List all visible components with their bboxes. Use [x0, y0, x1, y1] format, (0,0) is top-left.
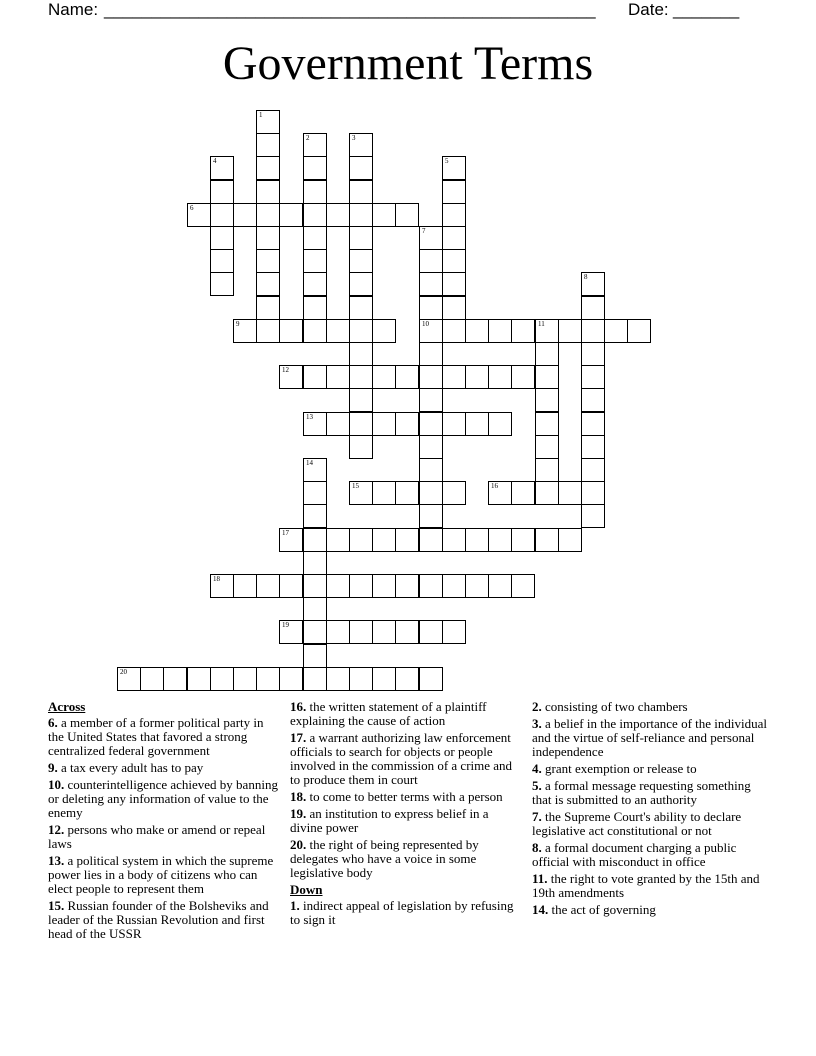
crossword-cell[interactable]: [303, 481, 327, 505]
crossword-cell[interactable]: [303, 528, 327, 552]
cell-number: 6: [190, 204, 194, 212]
crossword-cell[interactable]: [326, 365, 350, 389]
crossword-cell[interactable]: [187, 667, 211, 691]
crossword-cell[interactable]: [303, 458, 327, 482]
crossword-cell[interactable]: [511, 319, 535, 343]
crossword-cell[interactable]: [442, 620, 466, 644]
crossword-cell[interactable]: [419, 365, 443, 389]
crossword-cell[interactable]: [279, 667, 303, 691]
crossword-cell[interactable]: [256, 249, 280, 273]
clue-across-16: [290, 700, 522, 728]
crossword-cell[interactable]: [349, 226, 373, 250]
crossword-cell[interactable]: [419, 296, 443, 320]
clue-text: to come to better terms with a person: [309, 789, 503, 804]
clue-number: 11.: [532, 871, 548, 886]
crossword-cell[interactable]: [488, 412, 512, 436]
crossword-cell[interactable]: [581, 342, 605, 366]
crossword-cell[interactable]: [442, 528, 466, 552]
clue-down-1: [290, 899, 522, 927]
crossword-cell[interactable]: [303, 551, 327, 575]
cell-number: 11: [538, 320, 545, 328]
crossword-cell[interactable]: [442, 156, 466, 180]
crossword-cell[interactable]: [419, 272, 443, 296]
clue-number: 13.: [48, 853, 65, 868]
crossword-cell[interactable]: [326, 620, 350, 644]
crossword-cell[interactable]: [535, 528, 559, 552]
crossword-cell[interactable]: [349, 296, 373, 320]
clue-text: indirect appeal of legislation by refusing to sign it: [290, 898, 514, 927]
crossword-cell[interactable]: [279, 365, 303, 389]
crossword-cell[interactable]: [233, 319, 257, 343]
crossword-cell[interactable]: [303, 620, 327, 644]
crossword-cell[interactable]: [581, 435, 605, 459]
crossword-cell[interactable]: [210, 156, 234, 180]
clue-number: 20.: [290, 837, 307, 852]
clue-number: 4.: [532, 761, 542, 776]
crossword-cell[interactable]: [581, 458, 605, 482]
crossword-cell[interactable]: [233, 574, 257, 598]
crossword-cell[interactable]: [349, 388, 373, 412]
crossword-cell[interactable]: [395, 528, 419, 552]
clue-text: the written statement of a plaintiff explaining the cause of action: [290, 699, 487, 728]
cell-number: 12: [282, 366, 289, 374]
cell-number: 20: [120, 668, 127, 676]
crossword-cell[interactable]: [372, 319, 396, 343]
crossword-cell[interactable]: [419, 528, 443, 552]
clue-across-18: [290, 790, 522, 804]
cell-number: 1: [259, 111, 263, 119]
crossword-cell[interactable]: [349, 365, 373, 389]
clue-down-4: [532, 762, 772, 776]
crossword-cell[interactable]: [303, 249, 327, 273]
crossword-cell[interactable]: [349, 272, 373, 296]
crossword-cell[interactable]: [256, 574, 280, 598]
crossword-cell[interactable]: [210, 180, 234, 204]
clue-text: the right of being represented by delegates who have a voice in some legislative body: [290, 837, 479, 880]
crossword-cell[interactable]: [604, 319, 628, 343]
crossword-cell[interactable]: [279, 203, 303, 227]
clue-down-7: [532, 810, 772, 838]
crossword-cell[interactable]: [442, 272, 466, 296]
crossword-cell[interactable]: [303, 667, 327, 691]
clue-number: 12.: [48, 822, 65, 837]
clue-number: 16.: [290, 699, 307, 714]
crossword-cell[interactable]: [488, 365, 512, 389]
crossword-cell[interactable]: [256, 272, 280, 296]
crossword-cell[interactable]: [349, 574, 373, 598]
crossword-cell[interactable]: [442, 296, 466, 320]
crossword-cell[interactable]: [303, 412, 327, 436]
crossword-cell[interactable]: [488, 574, 512, 598]
clue-across-19: [290, 807, 522, 835]
cell-number: 3: [352, 134, 356, 142]
crossword-cell[interactable]: [372, 412, 396, 436]
crossword-cell[interactable]: [372, 203, 396, 227]
crossword-cell[interactable]: [372, 365, 396, 389]
crossword-cell[interactable]: [210, 226, 234, 250]
clue-down-2: [532, 700, 772, 714]
crossword-cell[interactable]: [511, 574, 535, 598]
crossword-cell[interactable]: [256, 667, 280, 691]
crossword-cell[interactable]: [488, 528, 512, 552]
clue-text: a warrant authorizing law enforcement officials to search for objects or people involved in the commission of a crime and to produce them in court: [290, 730, 513, 787]
date-label: Date:: [628, 0, 669, 19]
crossword-cell[interactable]: [349, 620, 373, 644]
crossword-cell[interactable]: [419, 620, 443, 644]
clues-column-2: [290, 700, 522, 930]
crossword-cell[interactable]: [395, 667, 419, 691]
clue-number: 15.: [48, 898, 65, 913]
clue-number: 3.: [532, 716, 542, 731]
crossword-cell[interactable]: [303, 180, 327, 204]
crossword-cell[interactable]: [442, 203, 466, 227]
clue-number: 5.: [532, 778, 542, 793]
crossword-cell[interactable]: [535, 388, 559, 412]
clue-text: a member of a former political party in the United States that favored a strong centralized federal government: [48, 715, 264, 758]
crossword-cell[interactable]: [349, 133, 373, 157]
crossword-cell[interactable]: [419, 319, 443, 343]
crossword-cell[interactable]: [419, 667, 443, 691]
crossword-cell[interactable]: [349, 667, 373, 691]
crossword-cell[interactable]: [395, 203, 419, 227]
clue-number: 17.: [290, 730, 307, 745]
crossword-cell[interactable]: [210, 249, 234, 273]
clue-number: 2.: [532, 699, 542, 714]
clue-down-11: [532, 872, 772, 900]
crossword-cell[interactable]: [535, 481, 559, 505]
name-label: Name:: [48, 0, 99, 19]
crossword-cell[interactable]: [349, 412, 373, 436]
crossword-cell[interactable]: [256, 133, 280, 157]
crossword-cell[interactable]: [349, 342, 373, 366]
crossword-cell[interactable]: [535, 319, 559, 343]
clue-text: a belief in the importance of the individual and the virtue of self-reliance and personal independence: [532, 716, 768, 759]
crossword-cell[interactable]: [419, 388, 443, 412]
cell-number: 2: [306, 134, 310, 142]
crossword-cell[interactable]: [419, 435, 443, 459]
crossword-cell[interactable]: [395, 365, 419, 389]
cell-number: 16: [491, 482, 498, 490]
clue-text: a formal document charging a public official with misconduct in office: [532, 840, 737, 869]
crossword-cell[interactable]: [372, 620, 396, 644]
cell-number: 4: [213, 157, 217, 165]
crossword-cell[interactable]: [558, 481, 582, 505]
crossword-cell[interactable]: [442, 481, 466, 505]
crossword-cell[interactable]: [326, 667, 350, 691]
crossword-cell[interactable]: [395, 574, 419, 598]
crossword-cell[interactable]: [442, 226, 466, 250]
crossword-cell[interactable]: [535, 365, 559, 389]
clue-across-17: [290, 731, 522, 787]
clue-number: 18.: [290, 789, 307, 804]
crossword-cell[interactable]: [581, 412, 605, 436]
crossword-cell[interactable]: [140, 667, 164, 691]
crossword-cell[interactable]: [372, 667, 396, 691]
clue-number: 8.: [532, 840, 542, 855]
clue-text: an institution to express belief in a divine power: [290, 806, 489, 835]
clue-number: 1.: [290, 898, 300, 913]
cell-number: 5: [445, 157, 449, 165]
clue-text: counterintelligence achieved by banning or deleting any information of value to the enemy: [48, 777, 278, 820]
crossword-cell[interactable]: [465, 574, 489, 598]
crossword-cell[interactable]: [558, 319, 582, 343]
clue-across-12: [48, 823, 280, 851]
crossword-cell[interactable]: [163, 667, 187, 691]
crossword-cell[interactable]: [511, 528, 535, 552]
crossword-cell[interactable]: [326, 203, 350, 227]
clue-across-6: [48, 716, 280, 758]
crossword-cell[interactable]: [303, 504, 327, 528]
crossword-cell[interactable]: [442, 365, 466, 389]
crossword-cell[interactable]: [442, 180, 466, 204]
clue-across-15: [48, 899, 280, 941]
crossword-cell[interactable]: [233, 203, 257, 227]
crossword-cell[interactable]: [395, 481, 419, 505]
clue-down-5: [532, 779, 772, 807]
clue-number: 19.: [290, 806, 307, 821]
cell-number: 8: [584, 273, 588, 281]
clue-number: 7.: [532, 809, 542, 824]
crossword-cell[interactable]: [419, 458, 443, 482]
crossword-cell[interactable]: [303, 365, 327, 389]
crossword-cell[interactable]: [256, 296, 280, 320]
crossword-cell[interactable]: [256, 226, 280, 250]
crossword-cell[interactable]: [303, 296, 327, 320]
crossword-cell[interactable]: [326, 528, 350, 552]
crossword-cell[interactable]: [326, 319, 350, 343]
clue-text: the right to vote granted by the 15th and 19th amendments: [532, 871, 760, 900]
crossword-cell[interactable]: [372, 528, 396, 552]
crossword-cell[interactable]: [187, 203, 211, 227]
clue-down-14: [532, 903, 772, 917]
crossword-cell[interactable]: [210, 203, 234, 227]
crossword-cell[interactable]: [279, 319, 303, 343]
crossword-cell[interactable]: [256, 319, 280, 343]
crossword-cell[interactable]: [558, 528, 582, 552]
clue-text: Russian founder of the Bolsheviks and leader of the Russian Revolution and first head of the USSR: [48, 898, 269, 941]
cell-number: 10: [422, 320, 429, 328]
clue-text: grant exemption or release to: [545, 761, 697, 776]
crossword-cell[interactable]: [349, 180, 373, 204]
crossword-cell[interactable]: [349, 156, 373, 180]
crossword-cell[interactable]: [210, 574, 234, 598]
crossword-cell[interactable]: [326, 574, 350, 598]
crossword-cell[interactable]: [210, 667, 234, 691]
crossword-cell[interactable]: [419, 342, 443, 366]
crossword-cell[interactable]: [581, 296, 605, 320]
crossword-cell[interactable]: [349, 481, 373, 505]
cell-number: 17: [282, 529, 289, 537]
crossword-cell[interactable]: [349, 319, 373, 343]
crossword-cell[interactable]: [303, 156, 327, 180]
clues-column-3: [532, 700, 772, 920]
crossword-cell[interactable]: [256, 180, 280, 204]
crossword-cell[interactable]: [511, 365, 535, 389]
crossword-cell[interactable]: [303, 597, 327, 621]
across-heading: Across: [48, 699, 86, 714]
clue-text: a tax every adult has to pay: [61, 760, 204, 775]
crossword-cell[interactable]: [419, 574, 443, 598]
clue-down-3: [532, 717, 772, 759]
crossword-cell[interactable]: [419, 249, 443, 273]
cell-number: 9: [236, 320, 240, 328]
crossword-cell[interactable]: [511, 481, 535, 505]
clue-text: the Supreme Court's ability to declare legislative act constitutional or not: [532, 809, 742, 838]
crossword-cell[interactable]: [581, 319, 605, 343]
crossword-cell[interactable]: [372, 481, 396, 505]
clue-down-8: [532, 841, 772, 869]
clue-number: 10.: [48, 777, 65, 792]
clue-text: the act of governing: [551, 902, 656, 917]
name-field-line[interactable]: ____________________________________________________: [104, 0, 596, 19]
crossword-cell[interactable]: [303, 644, 327, 668]
crossword-cell[interactable]: [419, 481, 443, 505]
cell-number: 13: [306, 413, 313, 421]
crossword-cell[interactable]: [465, 365, 489, 389]
crossword-cell[interactable]: [349, 249, 373, 273]
clues-column-1: [48, 700, 280, 944]
crossword-cell[interactable]: [419, 504, 443, 528]
crossword-cell[interactable]: [627, 319, 651, 343]
clue-across-13: [48, 854, 280, 896]
crossword-cell[interactable]: [349, 435, 373, 459]
crossword-cell[interactable]: [581, 388, 605, 412]
crossword-cell[interactable]: [395, 620, 419, 644]
cell-number: 18: [213, 575, 220, 583]
clue-number: 14.: [532, 902, 549, 917]
page-title: Government Terms: [222, 37, 594, 90]
clue-across-10: [48, 778, 280, 820]
clue-across-20: [290, 838, 522, 880]
clue-text: persons who make or amend or repeal laws: [48, 822, 266, 851]
crossword-cell[interactable]: [303, 574, 327, 598]
clue-across-9: [48, 761, 280, 775]
crossword-cell[interactable]: [442, 319, 466, 343]
crossword-cell[interactable]: [303, 226, 327, 250]
clue-text: a political system in which the supreme power lies in a body of citizens who can elect people to represent them: [48, 853, 274, 896]
crossword-cell[interactable]: [279, 620, 303, 644]
crossword-cell[interactable]: [581, 365, 605, 389]
date-field-line[interactable]: _______: [673, 0, 740, 19]
crossword-cell[interactable]: [442, 412, 466, 436]
cell-number: 14: [306, 459, 313, 467]
crossword-cell[interactable]: [303, 272, 327, 296]
crossword-cell[interactable]: [349, 528, 373, 552]
crossword-cell[interactable]: [303, 203, 327, 227]
clue-number: 9.: [48, 760, 58, 775]
clue-text: a formal message requesting something that is submitted to an authority: [532, 778, 751, 807]
crossword-cell[interactable]: [210, 272, 234, 296]
crossword-cell[interactable]: [233, 667, 257, 691]
crossword-cell[interactable]: [303, 319, 327, 343]
crossword-cell[interactable]: [535, 412, 559, 436]
crossword-cell[interactable]: [256, 203, 280, 227]
crossword-cell[interactable]: [395, 412, 419, 436]
crossword-cell[interactable]: [465, 412, 489, 436]
crossword-cell[interactable]: [581, 481, 605, 505]
crossword-cell[interactable]: [303, 133, 327, 157]
crossword-cell[interactable]: [372, 574, 396, 598]
down-heading: Down: [290, 882, 323, 897]
cell-number: 7: [422, 227, 426, 235]
crossword-cell[interactable]: [326, 412, 350, 436]
crossword-cell[interactable]: [465, 528, 489, 552]
crossword-cell[interactable]: [488, 481, 512, 505]
crossword-cell[interactable]: [488, 319, 512, 343]
crossword-cell[interactable]: [419, 226, 443, 250]
crossword-cell[interactable]: [442, 574, 466, 598]
cell-number: 19: [282, 621, 289, 629]
crossword-cell[interactable]: [535, 435, 559, 459]
crossword-cell[interactable]: [279, 528, 303, 552]
crossword-cell[interactable]: [442, 249, 466, 273]
crossword-cell[interactable]: [117, 667, 141, 691]
crossword-cell[interactable]: [581, 272, 605, 296]
crossword-cell[interactable]: [581, 504, 605, 528]
crossword-cell[interactable]: [256, 110, 280, 134]
crossword-cell[interactable]: [349, 203, 373, 227]
crossword-cell[interactable]: [535, 342, 559, 366]
cell-number: 15: [352, 482, 359, 490]
clue-number: 6.: [48, 715, 58, 730]
crossword-cell[interactable]: [535, 458, 559, 482]
crossword-cell[interactable]: [279, 574, 303, 598]
clue-text: consisting of two chambers: [545, 699, 688, 714]
crossword-cell[interactable]: [465, 319, 489, 343]
crossword-cell[interactable]: [419, 412, 443, 436]
crossword-cell[interactable]: [256, 156, 280, 180]
